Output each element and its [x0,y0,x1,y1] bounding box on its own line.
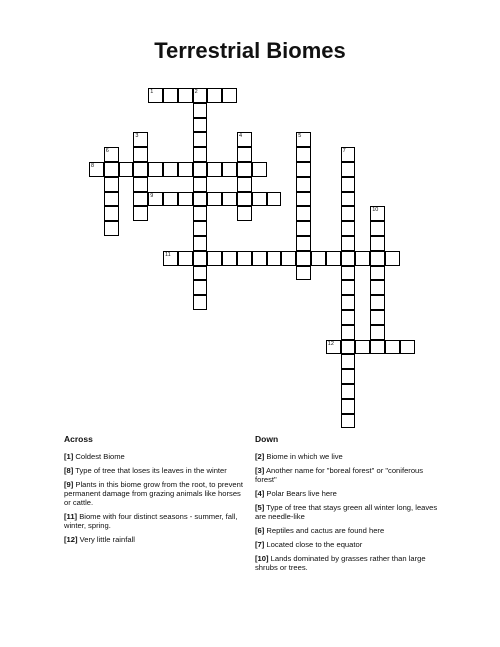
clue-item [64,512,249,530]
grid-cell[interactable] [296,221,311,236]
cell-number: 1 [150,89,154,95]
grid-cell[interactable] [326,251,341,266]
clue-text: Plants in this biome grow from the root, to prevent permanent damage from grazing animals like horses or cattle. [64,480,243,507]
grid-cell[interactable] [133,162,148,177]
clue-text: Type of tree that stays green all winter long, leaves are needle-like [255,503,438,521]
grid-cell[interactable] [207,162,222,177]
clue-text: Biome in which we live [264,452,343,461]
grid-cell[interactable] [341,236,356,251]
clue-number: [3] [255,466,265,475]
down-clue-list [255,452,440,577]
grid-cell[interactable] [296,192,311,207]
grid-cell[interactable] [133,147,148,162]
across-heading: Across [64,434,93,444]
grid-cell[interactable] [237,192,252,207]
grid-cell[interactable] [311,251,326,266]
grid-cell[interactable] [163,88,178,103]
grid-cell[interactable] [370,266,385,281]
grid-cell[interactable] [370,340,385,355]
clue-text: Lands dominated by grasses rather than large shrubs or trees. [255,554,426,572]
grid-cell[interactable] [355,340,370,355]
grid-cell[interactable] [341,295,356,310]
clue-item [255,452,440,461]
clue-number: [2] [255,452,265,461]
cell-number: 7 [342,148,346,155]
grid-cell[interactable] [341,147,356,162]
grid-cell[interactable] [370,325,385,340]
grid-cell[interactable] [104,192,119,207]
clue-number: [4] [255,489,265,498]
cell-number: 2 [194,89,198,95]
grid-cell[interactable] [193,103,208,118]
grid-cell[interactable] [237,206,252,221]
grid-cell[interactable] [341,192,356,207]
grid-cell[interactable] [193,221,208,236]
grid-cell[interactable] [222,192,237,207]
clue-item [255,489,440,498]
grid-cell[interactable] [119,162,134,177]
grid-cell[interactable] [400,340,415,355]
grid-cell[interactable] [341,266,356,281]
cell-number: 3 [135,133,139,140]
grid-cell[interactable] [296,177,311,192]
across-clue-list [64,452,249,549]
grid-cell[interactable] [370,221,385,236]
clue-item [64,452,249,461]
grid-cell[interactable] [207,251,222,266]
grid-cell[interactable] [281,251,296,266]
clue-item [255,540,440,549]
cell-number: 6 [105,148,109,155]
grid-cell[interactable] [385,251,400,266]
clue-number: [12] [64,535,78,544]
down-heading: Down [255,434,279,444]
grid-cell[interactable] [193,295,208,310]
grid-cell[interactable] [341,414,356,429]
grid-cell[interactable] [222,251,237,266]
grid-cell[interactable] [104,221,119,236]
grid-cell[interactable] [193,177,208,192]
grid-cell[interactable] [355,251,370,266]
cell-number: 5 [298,133,302,140]
grid-cell[interactable] [104,147,119,162]
grid-cell[interactable] [252,162,267,177]
clue-item [255,503,440,521]
grid-cell[interactable] [178,88,193,103]
grid-cell[interactable] [193,266,208,281]
grid-cell[interactable] [341,310,356,325]
grid-cell[interactable] [326,340,341,355]
grid-cell[interactable] [370,236,385,251]
grid-cell[interactable] [207,88,222,103]
grid-cell[interactable] [252,251,267,266]
grid-cell[interactable] [207,192,222,207]
grid-cell[interactable] [148,162,163,177]
clue-number: [1] [64,452,74,461]
clue-text: Very little rainfall [77,535,135,544]
grid-cell[interactable] [341,162,356,177]
grid-cell[interactable] [296,251,311,266]
grid-cell[interactable] [193,88,208,103]
grid-cell[interactable] [341,340,356,355]
clue-item [255,526,440,535]
grid-cell[interactable] [237,132,252,147]
grid-cell[interactable] [341,384,356,399]
clue-number: [8] [64,466,74,475]
grid-cell[interactable] [148,88,163,103]
grid-cell[interactable] [178,192,193,207]
grid-cell[interactable] [163,251,178,266]
clue-item [64,535,249,544]
clue-text: Polar Bears live here [264,489,337,498]
grid-cell[interactable] [237,162,252,177]
clue-text: Coldest Biome [73,452,125,461]
clue-text: Type of tree that loses its leaves in the winter [73,466,227,475]
grid-cell[interactable] [178,251,193,266]
grid-cell[interactable] [370,310,385,325]
grid-cell[interactable] [341,251,356,266]
clue-text: Biome with four distinct seasons - summer, fall, winter, spring. [64,512,238,530]
grid-cell[interactable] [296,236,311,251]
grid-cell[interactable] [296,132,311,147]
grid-cell[interactable] [193,280,208,295]
grid-cell[interactable] [370,280,385,295]
grid-cell[interactable] [370,206,385,221]
grid-cell[interactable] [133,177,148,192]
cell-number: 8 [91,163,95,169]
grid-cell[interactable] [104,162,119,177]
clue-number: [5] [255,503,265,512]
cell-number: 4 [239,133,243,140]
page-title: Terrestrial Biomes [154,38,346,63]
grid-cell[interactable] [252,192,267,207]
grid-cell[interactable] [341,399,356,414]
grid-cell[interactable] [341,354,356,369]
clue-item [255,554,440,572]
grid-cell[interactable] [193,118,208,133]
grid-cell[interactable] [341,325,356,340]
grid-cell[interactable] [296,266,311,281]
grid-cell[interactable] [89,162,104,177]
grid-cell[interactable] [104,206,119,221]
grid-cell[interactable] [104,177,119,192]
cell-number: 11 [165,251,171,258]
grid-cell[interactable] [193,132,208,147]
clue-number: [7] [255,540,265,549]
grid-cell[interactable] [341,206,356,221]
grid-cell[interactable] [341,177,356,192]
grid-cell[interactable] [193,147,208,162]
grid-cell[interactable] [370,251,385,266]
grid-cell[interactable] [133,206,148,221]
grid-cell[interactable] [133,192,148,207]
grid-cell[interactable] [193,251,208,266]
grid-cell[interactable] [237,177,252,192]
grid-cell[interactable] [370,295,385,310]
grid-cell[interactable] [193,192,208,207]
grid-cell[interactable] [341,221,356,236]
clue-number: [9] [64,480,74,489]
grid-cell[interactable] [193,236,208,251]
cell-number: 10 [372,207,379,214]
clue-text: Reptiles and cactus are found here [264,526,385,535]
grid-cell[interactable] [193,162,208,177]
grid-cell[interactable] [267,251,282,266]
clue-number: [6] [255,526,265,535]
cell-number: 9 [150,192,154,199]
clue-number: [11] [64,512,78,521]
grid-cell[interactable] [133,132,148,147]
grid-cell[interactable] [296,147,311,162]
grid-cell[interactable] [178,162,193,177]
grid-cell[interactable] [163,192,178,207]
cell-number: 12 [327,340,334,347]
grid-cell[interactable] [193,206,208,221]
grid-cell[interactable] [267,192,282,207]
clue-number: [10] [255,554,269,563]
grid-cell[interactable] [341,280,356,295]
grid-cell[interactable] [341,369,356,384]
grid-cell[interactable] [148,192,163,207]
grid-cell[interactable] [296,206,311,221]
clue-item [64,466,249,475]
grid-cell[interactable] [163,162,178,177]
clue-item [64,480,249,507]
clue-text: Another name for "boreal forest" or "coniferous forest" [255,466,424,484]
grid-cell[interactable] [385,340,400,355]
grid-cell[interactable] [222,162,237,177]
clue-item [255,466,440,484]
grid-cell[interactable] [296,162,311,177]
grid-cell[interactable] [222,88,237,103]
grid-cell[interactable] [237,251,252,266]
clue-text: Located close to the equator [264,540,363,549]
grid-cell[interactable] [237,147,252,162]
